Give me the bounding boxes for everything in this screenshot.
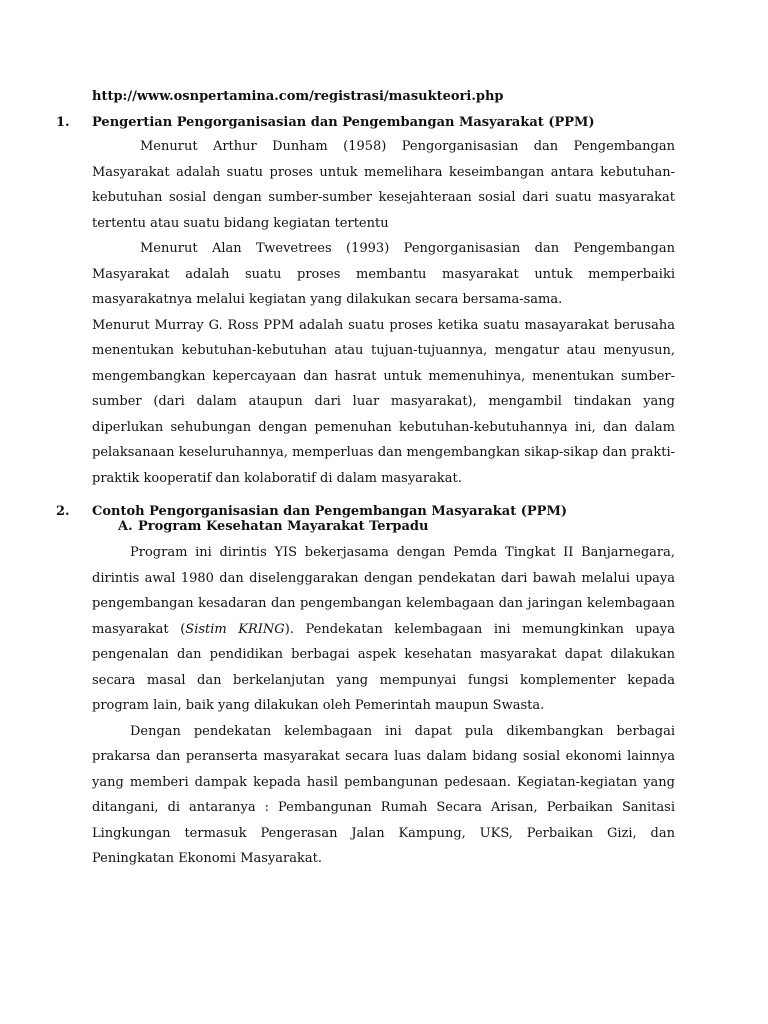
section-2-paragraph-kelembagaan: Dengan pendekatan kelembagaan ini dapat pula dikembangkan berbagai prakarsa dan peranserta masyarakat secara luas dalam bidang sosial ekonomi lainnya yang memberi dampak kepada hasil pembangunan pedesaan. Kegiatan-kegiatan yang ditangani, di antaranya : Pembangunan Rumah Secara Arisan, Perbaikan Sanitasi Lingkungan termasuk Pengerasan Jalan Kampung, UKS, Perbaikan Gizi, dan Peningkatan Ekonomi Masyarakat. bbox=[92, 723, 675, 866]
source-url[interactable]: http://www.osnpertamina.com/registrasi/masukteori.php bbox=[92, 89, 504, 104]
section-1-title: Pengertian Pengorganisasian dan Pengembangan Masyarakat (PPM) bbox=[92, 115, 595, 130]
section-1-number: 1. bbox=[56, 115, 70, 130]
sistim-kring-term: Sistim KRING bbox=[185, 621, 285, 637]
subsection-a-letter: A. bbox=[118, 519, 133, 534]
section-1-paragraph-twevetrees: Menurut Alan Twevetrees (1993) Pengorganisasian dan Pengembangan Masyarakat adalah suatu proses membantu masyarakat untuk memperbaiki masyarakatnya melalui kegiatan yang dilakukan secara bersama-sama. bbox=[92, 241, 675, 307]
section-2-title: Contoh Pengorganisasian dan Pengembangan Masyarakat (PPM) bbox=[92, 504, 567, 519]
section-1-paragraph-dunham: Menurut Arthur Dunham (1958) Pengorganisasian dan Pengembangan Masyarakat adalah suatu proses untuk memelihara keseimbangan antara kebutuhan-kebutuhan sosial dengan sumber-sumber kesejahteraan sosial dari suatu masyarakat tertentu atau suatu bidang kegiatan tertentu bbox=[92, 139, 675, 231]
section-1-body bbox=[92, 134, 675, 491]
section-2-number: 2. bbox=[56, 504, 70, 519]
section-2-paragraph-program-text-a: Program ini dirintis YIS bekerjasama dengan Pemda Tingkat II Banjarnegara, dirintis awal 1980 dan diselenggarakan dengan pendekatan dari bawah melalui upaya pengembangan kesadaran dan pengembangan kelembagaan dan jaringan kelembagaan masyarakat ( bbox=[92, 545, 675, 637]
subsection-a-heading bbox=[118, 518, 428, 535]
section-2-body bbox=[92, 540, 675, 872]
section-2-paragraph-program bbox=[92, 540, 675, 719]
section-1-paragraph-ross: Menurut Murray G. Ross PPM adalah suatu proses ketika suatu masayarakat berusaha menentukan kebutuhan-kebutuhan atau tujuan-tujuannya, mengatur atau menyusun, mengembangkan kepercayaan dan hasrat untuk memenuhinya, menentukan sumber-sumber (dari dalam ataupun dari luar masyarakat), mengambil tindakan yang diperlukan sehubungan dengan pemenuhan kebutuhan-kebutuhannya ini, dan dalam pelaksanaan keseluruhannya, memperluas dan mengembangkan sikap-sikap dan prakti-praktik kooperatif dan kolaboratif di dalam masyarakat. bbox=[92, 317, 675, 486]
subsection-a-title: Program Kesehatan Mayarakat Terpadu bbox=[138, 519, 429, 534]
section-1-heading bbox=[56, 114, 595, 131]
section-2-paragraph-program-text-b: ). Pendekatan kelembagaan ini memungkinkan upaya pengenalan dan pendidikan berbagai aspek kesehatan masyarakat dapat dilakukan secara masal dan berkelanjutan yang mempunyai fungsi komplementer kepada program lain, baik yang dilakukan oleh Pemerintah maupun Swasta. bbox=[92, 621, 675, 713]
